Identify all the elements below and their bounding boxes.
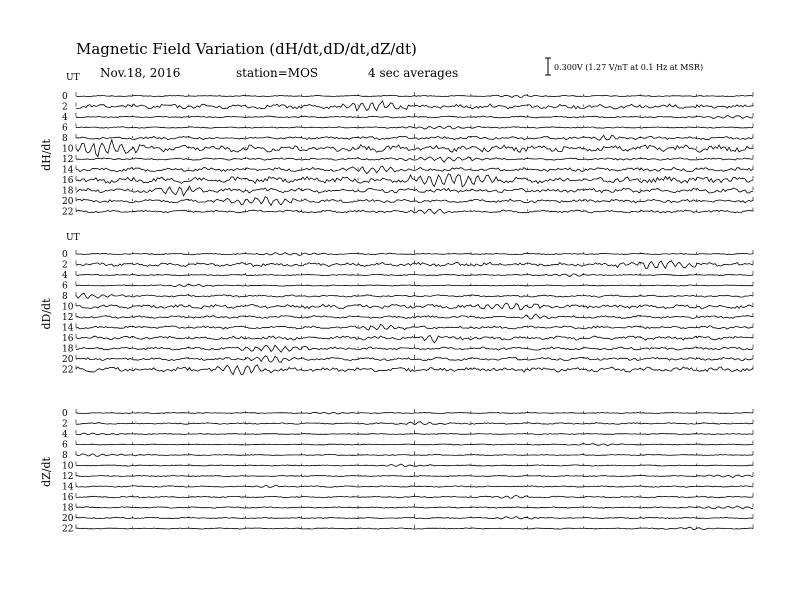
hour-tick-label: 4 (62, 271, 68, 281)
hour-tick-label: 20 (62, 355, 74, 365)
ut-axis-label: UT (66, 73, 80, 83)
hour-tick-label: 4 (62, 430, 68, 440)
panel-dz-dt (40, 409, 753, 535)
hour-tick-label: 14 (62, 165, 74, 176)
hour-tick-label: 12 (62, 472, 74, 482)
hour-tick-label: 12 (62, 313, 74, 323)
hour-tick-label: 0 (62, 92, 68, 102)
hour-tick-label: 16 (62, 334, 74, 344)
hour-tick-label: 20 (62, 197, 74, 207)
hour-tick-label: 8 (62, 292, 68, 302)
hour-tick-label: 18 (62, 503, 74, 514)
hour-tick-label: 14 (62, 323, 74, 334)
hour-tick-label: 8 (62, 134, 68, 144)
hour-tick-label: 2 (62, 102, 68, 113)
hour-tick-label: 20 (62, 514, 74, 524)
hour-tick-label: 22 (62, 365, 74, 376)
hour-tick-label: 6 (62, 440, 68, 451)
panels-group (40, 73, 753, 535)
hour-tick-label: 12 (62, 155, 74, 165)
panel-dh-dt (40, 73, 753, 218)
hour-tick-label: 0 (62, 409, 68, 419)
panel-ylabel: dZ/dt (40, 457, 53, 487)
hour-tick-label: 10 (62, 461, 74, 472)
panel-ylabel: dD/dt (40, 298, 53, 330)
hour-tick-label: 16 (62, 176, 74, 186)
panel-ylabel: dH/dt (40, 139, 53, 171)
station-label: station=MOS (236, 66, 319, 80)
hour-tick-label: 14 (62, 482, 74, 493)
date-label: Nov.18, 2016 (100, 66, 181, 80)
hour-tick-label: 6 (62, 123, 68, 134)
hour-tick-label: 10 (62, 302, 74, 313)
hour-tick-label: 8 (62, 451, 68, 461)
hour-tick-label: 18 (62, 344, 74, 355)
ut-axis-label: UT (66, 233, 80, 243)
hour-tick-label: 0 (62, 250, 68, 260)
hour-tick-label: 2 (62, 260, 68, 271)
hour-tick-label: 22 (62, 524, 74, 535)
chart-title: Magnetic Field Variation (dH/dt,dD/dt,dZ/dt) (76, 40, 417, 58)
trace-line (76, 174, 753, 187)
hour-tick-label: 22 (62, 207, 74, 218)
averaging-label: 4 sec averages (368, 66, 459, 80)
hour-tick-label: 6 (62, 281, 68, 292)
scale-label: 0.300V (1.27 V/nT at 0.1 Hz at MSR) (554, 63, 704, 72)
hour-tick-label: 4 (62, 113, 68, 123)
hour-tick-label: 16 (62, 493, 74, 503)
hour-tick-label: 10 (62, 144, 74, 155)
hour-tick-label: 18 (62, 186, 74, 197)
scale-bar-icon (545, 58, 551, 75)
hour-tick-label: 2 (62, 419, 68, 430)
panel-dd-dt (40, 233, 753, 376)
